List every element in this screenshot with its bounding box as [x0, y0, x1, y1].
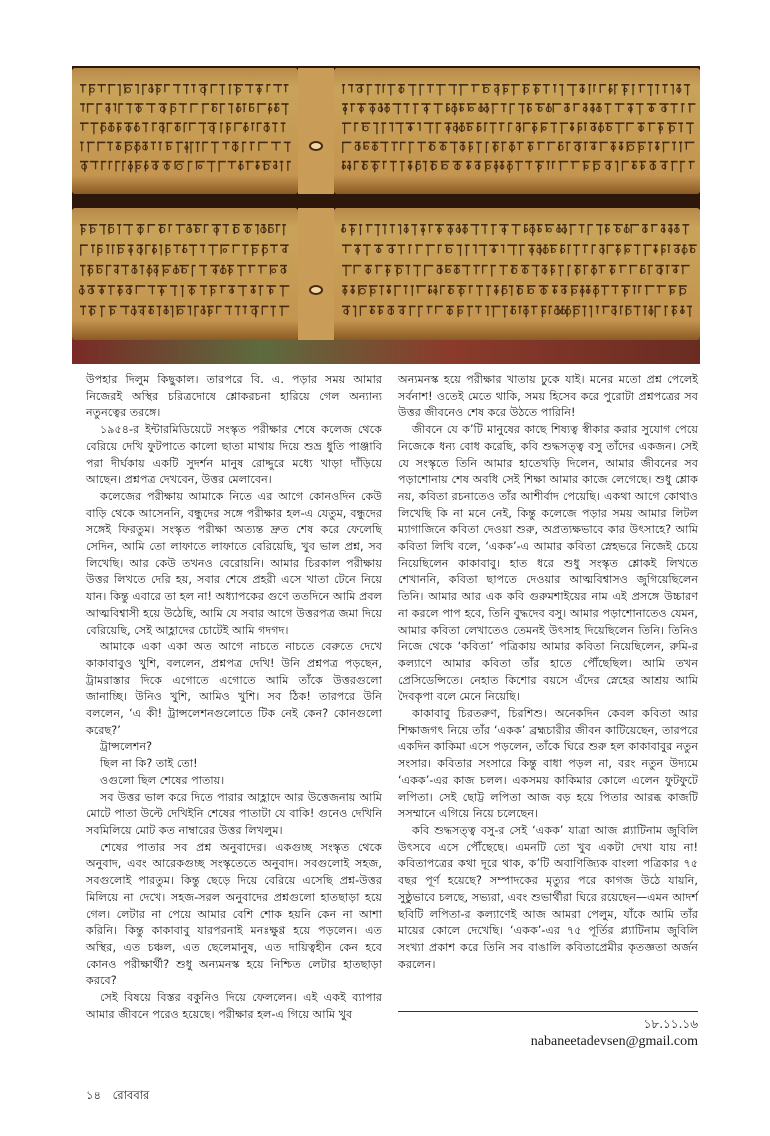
manuscript-graphic: [72, 66, 700, 364]
palm-leaf: [72, 68, 298, 194]
palm-leaf-manuscript-image: [72, 66, 700, 364]
paragraph: সেই বিষয়ে বিস্তর বকুনিও দিয়ে ফেললেন। এই একই ব্যাপার আমার জীবনে পরেও হয়েছে। পরীক্ষার হল-এ গিয়ে আমি খুব: [86, 991, 382, 1021]
author-email[interactable]: nabaneetadevsen@gmail.com: [530, 1034, 698, 1049]
page-number: ১৪: [86, 1088, 101, 1102]
paragraph: ছিল না কি? তাই তো!: [100, 757, 198, 771]
paragraph: উপহার দিলুম কিছুকাল। তারপরে বি. এ. পড়ার সময় আমার নিজেরই অস্থির চরিত্রদোষে শ্লোকরচনা হারিয়ে গেল অন্যান্য নতুনত্বের তরঙ্গে।: [86, 373, 382, 420]
paragraph: কবি শুদ্ধসত্ত্ব বসু-র সেই ‘একক’ যাত্রা আজ প্ল্যাটিনাম জুবিলি উৎসবে এসে পৌঁছেছে। এমনটি তো খুব একটা দেখা যায় না! কবিতাপত্রের কথা দূরে থাক, ক’টি অবাণিজ্যিক বাংলা পত্রিকার ৭৫ বছর পূর্ণ হয়েছে? সম্পাদকের মৃত্যুর পরে কাগজ উঠে যায়নি, সুষ্ঠুভাবে চলছে, সভ্যরা, এবং শুভার্থীরা ঘিরে রয়েছেন—এমন আদর্শ ছবিটি লপিতা-র কল্যাণেই আজ আমরা পেলুম, যাঁকে আমি তাঁর মায়ের কোলে দেখেছি। ‘একক’-এর ৭৫ পূর্তির প্ল্যাটিনাম জুবিলি সংখ্যা প্রকাশ করে তিনি সব বাঙালি কবিতাপ্রেমীর কৃতজ্ঞতা অর্জন করলেন।: [398, 823, 698, 971]
article-date: ১৮.১১.১৬: [643, 1017, 698, 1031]
section-name: রোববার: [112, 1088, 150, 1102]
paragraph: ওগুলো ছিল শেষের পাতায়।: [100, 773, 225, 787]
paragraph: কাকাবাবু চিরতরুণ, চিরশিশু। অনেকদিন কেবল কবিতা আর শিক্ষাজগৎ নিয়ে তাঁর ‘একক’ ব্রহ্মচারীর জীবন কাটিয়েছেন, তারপরে একদিন কাকিমা এসে পড়লেন, তাঁকে ঘিরে শুরু হল কাকাবাবুর নতুন সংসার। কবিতার সংসারে কিন্তু বাধা পড়ল না, বরং নতুন উদ্যমে ‘একক’-এর কাজ চলল। একসময় কাকিমার কোলে এলেন ফুটফুটে লপিতা। সেই ছোট্ট লপিতা আজ বড় হয়ে পিতার আরব্ধ কাজটি সসম্মানে এগিয়ে নিয়ে চলেছেন।: [398, 707, 698, 821]
paragraph: অন্যমনস্ক হয়ে পরীক্ষার খাতায় ঢুকে যাই। মনের মতো প্রশ্ন পেলেই সর্বনাশ! ওতেই মেতে থাকি, সময় হিসেব করে পুরোটা প্রশ্নপত্রের সব উত্তর জীবনেও শেষ করে উঠতে পারিনি!: [398, 373, 698, 420]
paragraph: আমাকে একা একা অত আগে নাচতে নাচতে বেরুতে দেখে কাকাবাবুও খুশি, বললেন, প্রশ্নপত্র দেখি! উনি প্রশ্নপত্র পড়ছেন, ট্রামরাস্তার দিকে এগোতে এগোতে আমি তাঁকে উত্তরগুলো জানাচ্ছি। উনিও খুশি, আমিও খুশি। সব ঠিক! তারপরে উনি বললেন, ‘এ কী! ট্রান্সলেশনগুলোতে টিক নেই কেন? কোনগুলো করেছ?’: [86, 640, 382, 737]
paragraph: সব উত্তর ভাল করে দিতে পারার আহ্লাদে আর উত্তেজনায় আমি মোটে পাতা উল্টে দেখিইনি শেষের পাতাটা যে বাকি! গুনেও দেখিনি সবমিলিয়ে মোট কত নাম্বারের উত্তর লিখলুম।: [86, 790, 382, 837]
article-column-right: [398, 372, 698, 973]
paragraph: শেষের পাতার সব প্রশ্ন অনুবাদের। একগুচ্ছ সংস্কৃত থেকে অনুবাদ, এবং আরেকগুচ্ছ সংস্কৃতেতে অনুবাদ। সবগুলোই সহজ, সবগুলোই পারতুম। কিন্তু ছেড়ে দিয়ে বেরিয়ে এসেছি প্রশ্ন-উত্তর মিলিয়ে না দেখে। সহজ-সরল অনুবাদের প্রশ্নগুলো হাতছাড়া হয়ে গেল। লেটার না পেয়ে আমার বেশি শোক হয়নি কেন না আশা করিনি। কিন্তু কাকাবাবু যারপরনাই মনঃক্ষুণ্ণ হয়ে পড়লেন। এত অস্থির, এত চঞ্চল, এত ছেলেমানুষ, এত দায়িত্বহীন কেন হবে কোনও পরীক্ষার্থী? শুধু অন্যমনস্ক হয়ে নিশ্চিত লেটার হাতছাড়া করবে?: [86, 840, 382, 988]
paragraph: ট্রান্সলেশন?: [100, 740, 153, 754]
paragraph: জীবনে যে ক’টি মানুষের কাছে শিষ্যত্ব স্বীকার করার সুযোগ পেয়ে নিজেকে ধন্য বোধ করেছি, কবি শুদ্ধসত্ত্ব বসু তাঁদের একজন। সেই যে সংস্কৃতে তিনি আমার হাতেখড়ি দিলেন, আমার জীবনের সব পড়াশোনায় শেষ অবধি সেই শিক্ষা আমার কাজে লেগেছে। শুধু শ্লোক নয়, কবিতা রচনাতেও তাঁর আশীর্বাদ পেয়েছি। একথা আগে কোথাও লিখেছি কি না মনে নেই, কিন্তু কলেজে পড়ার সময় আমার লিটল ম্যাগাজিনে কবিতা দেওয়া শুরু, অপ্রত্যক্ষভাবে কার উৎসাহে? আমি কবিতা লিখি বলে, ‘একক’-এ আমার কবিতা স্নেহভরে নিজেই চেয়ে নিয়েছিলেন কাকাবাবু। হাত ধরে শুধু সংস্কৃত শ্লোকই লিখতে শেখাননি, কবিতা ছাপতে দেওয়ার আত্মবিশ্বাসও জুগিয়েছিলেন তিনি। আমার আর এক কবি গুরুমশাইয়ের নাম এই প্রসঙ্গে উচ্চারণ না করলে পাপ হবে, তিনি বুদ্ধদেব বসু। আমার পড়াশোনাতেও যেমন, আমার কবিতা লেখাতেও তেমনই উৎসাহ দিয়েছিলেন তিনি। তিনিও নিজে থেকে ‘কবিতা’ পত্রিকায় আমার কবিতা নিয়েছিলেন, রুমি-র কল্যাণে আমার কবিতা তাঁর হাতে পৌঁছেছিল। আমি তখন প্রেসিডেন্সিতে। নেহাত কিশোর বয়সে এঁদের স্নেহের আশ্রয় আমি দৈবকৃপা বলে মেনে নিয়েছি।: [398, 423, 698, 704]
page-footer: [86, 1087, 157, 1106]
palm-leaf: [334, 68, 700, 194]
paragraph: কলেজের পরীক্ষায় আমাকে নিতে এর আগে কোনওদিন কেউ বাড়ি থেকে আসেননি, বন্ধুদের সঙ্গে পরীক্ষার হল-এ যেতুম, বন্ধুদের সঙ্গেই ফিরতুম। সংস্কৃত পরীক্ষা অত্যন্ত দ্রুত শেষ করে ফেলেছি সেদিন, আমি তো লাফাতে লাফাতে বেরিয়েছি, খুব ভাল প্রশ্ন, সব লিখেছি। আর কেউ তখনও বেরোয়নি। আমার চিরকাল পরীক্ষায় উত্তর লিখতে দেরি হয়, সবার শেষে প্রহরী এসে খাতা টেনে নিয়ে যান। কিন্তু এবারে তা হল না! অধ্যাপকের গুণে ততদিনে আমি প্রবল আত্মবিশ্বাসী হয়ে উঠেছি, আমি যে সবার আগে উত্তরপত্র জমা দিয়ে বেরিয়েছি, সেই আহ্লাদের চোটেই আমি গদগদ।: [86, 489, 382, 637]
article-signoff: [531, 1016, 698, 1050]
article-column-left: [86, 372, 382, 1023]
paragraph: ১৯৫৪-র ইন্টারমিডিয়েটে সংস্কৃত পরীক্ষার শেষে কলেজ থেকে বেরিয়ে দেখি ফুটপাতে কালো ছাতা মাথায় দিয়ে শুভ্র ধুতি পাঞ্জাবি পরা দীর্ঘকায় একটি সুদর্শন মানুষ রোদ্দুরে মধ্যে খাড়া দাঁড়িয়ে আছেন। প্রশ্নপত্র দেখবেন, উত্তর মেলাবেন।: [86, 423, 382, 487]
divider: [398, 1011, 698, 1012]
